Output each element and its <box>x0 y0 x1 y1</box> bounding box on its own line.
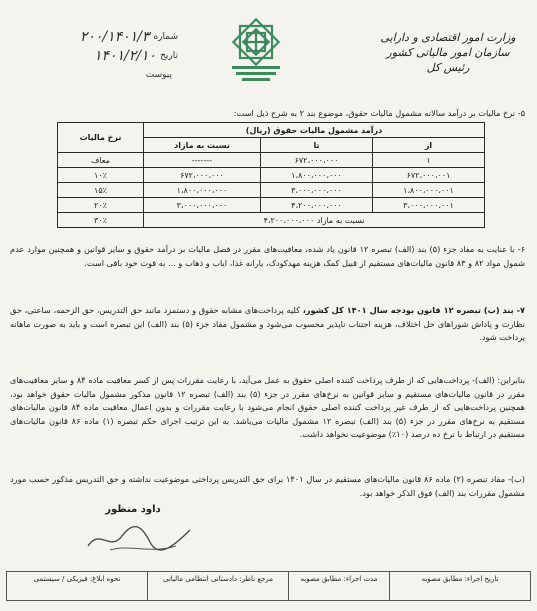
date-label: تاریخ <box>160 51 178 61</box>
table-row <box>58 183 485 198</box>
footer-execution-period: مدت اجراء: مطابق مصوبه <box>288 572 389 600</box>
table-col-from: از <box>373 138 485 153</box>
paragraph-alef: بنابراین: (الف)- پرداخت‌هایی که از طرف پرداخت کننده اصلی حقوق به عمل می‌آید، با رعایت مقررات پس از کسر معافیت ماده ۸۴ و سایر معافیت‌های مقرر در قانون مالیات‌های مستقیم و سایر قوانین به نرخ‌های مقرر در جزء (۵) بند (الف) تبصره ۱۲ قانون مذکور مشمول مالیات حقوق خواهد بود، همچنین پرداخت‌هایی که از طرف غیر پرداخت کننده اصلی حقوق انجام می‌شود با رعایت مقررات و بدون اعمال معافیت ماده ۸۴ قانون مالیات‌های مستقیم به نرخ‌های مقرر در جزء (۵) بند (الف) تبصره ۱۲ مشمول مالیات می‌باشد. به این ترتیب اجرای حکم تبصره (۱) ماده ۸۶ قانون مالیات‌های مستقیم در ارتباط با نرخ ده درصد (۱۰٪) موضوعیت نخواهد داشت. <box>10 375 526 440</box>
cell-rate: ۳۰٪ <box>58 213 144 228</box>
table-col-to: تا <box>261 138 373 153</box>
cell-excess: ۶۷۲،۰۰۰،۰۰۰ <box>144 168 261 183</box>
table-row <box>58 153 485 168</box>
document-footer <box>6 571 531 601</box>
ministry-line-2: سازمان امور مالیاتی کشور <box>386 46 510 59</box>
tax-rate-table <box>58 122 485 228</box>
table-row <box>58 198 485 213</box>
paragraph-7-text: کلیه پرداخت‌های مشابه حقوق و دستمزد مانند حق التدریس، حق الزحمه، ساعتی، حق نظارت و پاداش شوراهای حل اختلاف، هزینه اجتناب ناپذیر محسوب می‌شود و مشمول مفاد جزء (۵) بند (الف) این تبصره است و باید به صورت ماهانه پرداخت شود. <box>10 305 525 343</box>
cell-excess: ------- <box>144 153 261 168</box>
handwritten-signature-icon <box>80 518 200 558</box>
cell-to: ۴،۲۰۰،۰۰۰،۰۰۰ <box>261 198 373 213</box>
tax-organization-logo-icon <box>218 18 294 88</box>
number-value: ۲۰۰/۱۴۰۱/۳ <box>79 29 150 45</box>
paragraph-7-title: ۷- بند (ب) تبصره ۱۲ قانون بودجه سال ۱۴۰۱ کل کشور، <box>302 305 525 315</box>
ministry-line-1: وزارت امور اقتصادی و دارایی <box>380 31 516 44</box>
table-rate-header: نرخ مالیات <box>58 123 144 153</box>
footer-execution-date: تاریخ اجراء: مطابق مصوبه <box>389 572 530 600</box>
cell-from: ۱ <box>373 153 485 168</box>
paragraph-6: ۶- با عنایت به مفاد جزء (۵) بند (الف) تبصره ۱۲ قانون یاد شده، معافیت‌های مقرر در فصل مالیات بر درآمد حقوق و سایر قوانین و همچنین موارد عدم شمول مواد ۸۲ و ۸۳ قانون مالیات‌های مستقیم از قبیل کمک هزینه مهدکودک، یارانه غذا، ایاب و ذهاب و ... به قوت خود باقی است. <box>10 244 525 268</box>
footer-supervisor: مرجع ناظر: دادستانی انتظامی مالیاتی <box>147 572 288 600</box>
table-group-header: درآمد مشمول مالیات حقوق (ریال) <box>144 123 485 138</box>
intro-paragraph: ۵- نرخ مالیات بر درآمد سالانه مشمول مالیات حقوق، موضوع بند ۲ به شرح ذیل است: <box>233 108 525 118</box>
attachment-label: پیوست <box>145 70 172 80</box>
cell-rate: ۲۰٪ <box>58 198 144 213</box>
cell-from: ۱،۸۰۰،۰۰۰،۰۰۱ <box>373 183 485 198</box>
cell-excess: ۳،۰۰۰،۰۰۰،۰۰۰ <box>144 198 261 213</box>
cell-to: ۱،۸۰۰،۰۰۰،۰۰۰ <box>261 168 373 183</box>
cell-rate: ۱۵٪ <box>58 183 144 198</box>
paragraph-7 <box>10 304 525 345</box>
cell-excess: ۱،۸۰۰،۰۰۰،۰۰۰ <box>144 183 261 198</box>
cell-last-text: نسبت به مازاد ۴،۲۰۰،۰۰۰،۰۰۰ <box>144 213 485 228</box>
cell-to: ۶۷۲،۰۰۰،۰۰۰ <box>261 153 373 168</box>
cell-to: ۳،۰۰۰،۰۰۰،۰۰۰ <box>261 183 373 198</box>
letter-meta <box>8 28 178 85</box>
cell-rate: معاف <box>58 153 144 168</box>
paragraph-b: (ب)- مفاد تبصره (۲) ماده ۸۶ قانون مالیات‌های مستقیم در سال ۱۴۰۱ برای حق التدریس پرداختی موضوعیت نداشته و حق التدریس مذکور حسب مورد مشمول مقررات بند (الف) فوق الذکر خواهد بود. <box>10 474 525 498</box>
footer-notification-method: نحوه ابلاغ: فیزیکی / سیستمی <box>33 575 121 583</box>
table-col-excess: نسبت به مازاد <box>144 138 261 153</box>
attachment-row <box>8 66 178 85</box>
cell-from: ۳،۰۰۰،۰۰۰،۰۰۱ <box>373 198 485 213</box>
number-row <box>8 28 178 47</box>
date-value: ۱۴۰۱/۲/۱۰ <box>94 48 157 64</box>
number-label: شماره <box>153 32 178 42</box>
ministry-line-3: رئیس کل <box>426 61 470 74</box>
table-row <box>58 168 485 183</box>
ministry-header <box>373 30 523 75</box>
table-row-last <box>58 213 485 228</box>
cell-rate: ۱۰٪ <box>58 168 144 183</box>
signatory-name: داود منظور <box>105 504 161 515</box>
cell-from: ۶۷۲،۰۰۰،۰۰۱ <box>373 168 485 183</box>
date-row <box>8 47 178 66</box>
